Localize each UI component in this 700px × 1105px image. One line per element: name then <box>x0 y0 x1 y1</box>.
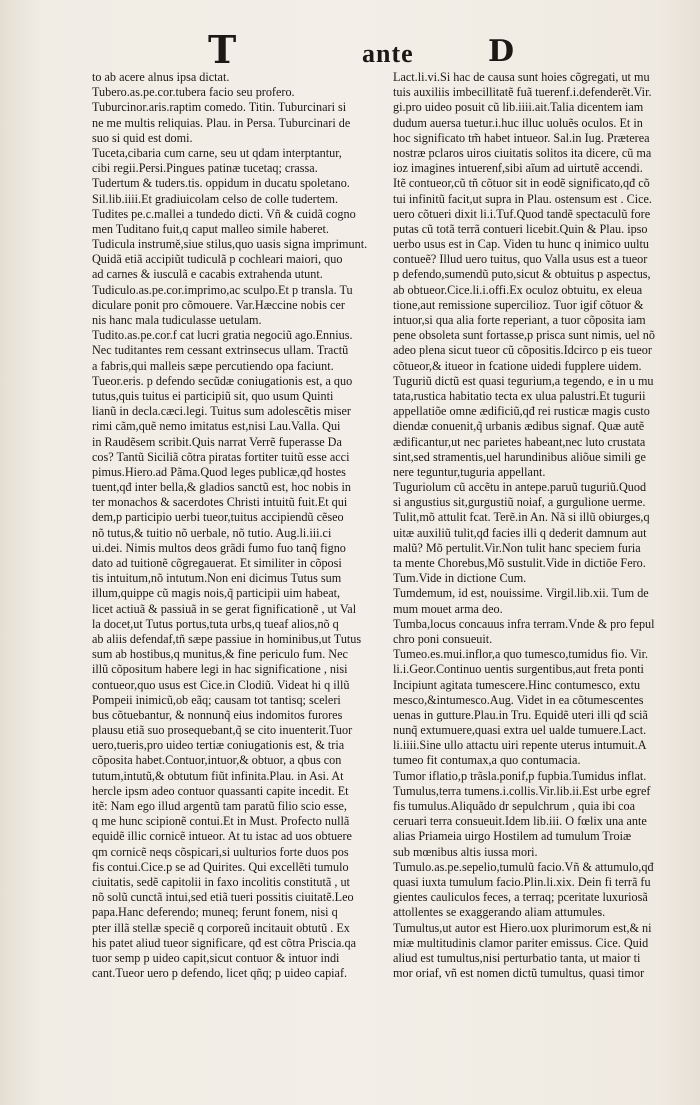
text-line: putas cũ totã terrã contueri licebit.Quin & Plau. ipso <box>393 221 648 236</box>
text-line: nostræ pclaros uiros ciuitatis solitos ita dicere, cũ ma <box>393 145 652 160</box>
text-line: Lact.li.vi.Si hac de causa sunt hoies cõgregati, ut mu <box>393 70 650 84</box>
text-line: malũ? Mõ pertulit.Vir.Non tulit hanc speciem furia <box>393 540 641 555</box>
text-line: illũ cõpositum habere legi in hac significatione , nisi <box>92 662 348 677</box>
text-line: nis hanc mala tudiculasse uetulam. <box>92 313 262 327</box>
text-line: mum mouet arma deo. <box>393 601 503 616</box>
text-line: qm cornicẽ neqs cõspicari,si uulturios forte duos pos <box>92 844 349 859</box>
text-line: a fabris,qui malleis sæpe percutiendo opa faciunt. <box>92 358 334 373</box>
text-line: lianũ in decla.cæci.legi. Tuitus sum adolescẽtis miser <box>92 404 351 419</box>
text-line: Quidã etiã accipiũt tudiculã p cochleari maiori, quo <box>92 252 343 267</box>
text-line: nõ tutus,& tuitio nõ uerbale, nõ tutio. Aug.li.iii.ci <box>92 525 332 540</box>
text-line: Tueor.eris. p defendo secũdæ coniugationis est, a quo <box>92 373 353 388</box>
text-line: fis tumulus.Aliquãdo dr sepulchrum , quia ibi coa <box>393 799 636 813</box>
text-line: sint,sed stramentis,uel harundinibus aliõue simili ge <box>393 449 646 464</box>
text-line: li.i.Geor.Continuo uentis surgentibus,aut freta ponti <box>393 662 644 677</box>
text-line: nere teguntur,tuguria appellant. <box>393 464 546 479</box>
text-line: tuent,qđ inter bella,& gladios sanctũ est, hoc nobis in <box>92 480 351 495</box>
text-line: ceruari terra consueuit.Idem lib.iii. O fœlix una ante <box>393 814 647 829</box>
text-line: dem,p participio uerbi tueor,tuitus accipiendũ cẽseo <box>92 510 344 525</box>
text-line: papa.Hanc deferendo; muneq; ferunt fonem, nisi q <box>92 905 338 920</box>
text-line: quasi iuxta tumulum facio.Plin.li.xix. Dein fi terrã fu <box>393 874 651 889</box>
text-line: alias Priameia uirgo Hostilem ad tumulum Troiæ <box>393 829 632 844</box>
text-line: uenas in gutture.Plau.in Tru. Equidẽ uteri illi qđ sciã <box>393 707 648 722</box>
text-line: chro poni consueuit. <box>393 631 493 646</box>
text-line: nõ solũ cunctã intui,sed etiã tueri possitis ciuitatẽ.Leo <box>92 890 354 905</box>
text-line: Tudites pe.c.mallei a tundedo dicti. Vñ & cuidã cogno <box>92 206 356 221</box>
text-line: Tumba,locus concauus infra terram.Vnde & pro fepul <box>393 616 655 631</box>
text-line: ui.dei. Nimis multos deos grãdi fumo fuo tanq̃ figno <box>92 540 346 555</box>
text-line: mor oriaf, vñ est nomen dictũ tumultus, quasi timor <box>393 966 645 981</box>
text-line: miæ multitudinis clamor pariter emissus. Cice. Quid <box>393 935 649 950</box>
text-line: uero,tueris,pro uideo tertiæ coniugationis est, & tria <box>92 738 345 753</box>
text-line: Tumultus,ut autor est Hiero.uox plurimorum est,& ni <box>393 920 652 935</box>
text-line: tione,aut remissione supercilioz. Tuor igif cõtuor & <box>393 297 644 312</box>
text-line: si angustius sit,gurgustiũ noiaf, a gurgulione uerme. <box>393 495 646 510</box>
text-line: Tumulo.as.pe.sepelio,tumulũ facio.Vñ & attumulo,qđ <box>393 859 654 874</box>
text-line: fis contui.Cice.p se ad Quirites. Qui excellẽti tumulo <box>92 859 349 874</box>
text-line: suo si quid est domi. <box>92 130 193 145</box>
text-line: Pompeii inimicũ,ob eãq; causam tot tantisq; sceleri <box>92 692 341 707</box>
text-line: contueor,quo usus est Cice.in Clodiũ. Videat hi q illũ <box>92 677 350 692</box>
text-line: tutum,intutũ,& obtutum fiũt infinita.Plau. in Asi. At <box>92 768 344 783</box>
text-line: mesco,&intumesco.Aug. Videt in ea cõtumescentes <box>393 692 644 707</box>
text-line: Tudertum & tuders.tis. oppidum in ducatu spoletano. <box>92 176 350 191</box>
text-line: equidẽ illic cornicẽ intueor. At tu istac ad uos obtuere <box>92 829 352 844</box>
text-line: li.iiii.Sine ullo attactu uiri repente uterus intumuit.A <box>393 738 647 753</box>
text-line: Sil.lib.iiii.Et gradiuicolam celso de colle tudertem. <box>92 191 339 206</box>
text-line: Nec tuditantes rem cessant extrinsecus ullam. Tractũ <box>92 343 349 358</box>
text-line: ne me multis reliquias. Plau. in Persa. Tuburcinari de <box>92 115 351 130</box>
text-line: uerbo usus est in Cap. Viden tu hunc q inimico uultu <box>393 237 649 252</box>
text-line: ioz imagines intuerenf,sibi aĩum ad uirtutẽ accendi. <box>393 161 643 176</box>
text-line: ab aliis defendaf,tñ sæpe passiue in hominibus,ut Tutus <box>92 631 362 646</box>
text-line: Tuburcinor.aris.raptim comedo. Titin. Tuburcinari si <box>92 100 347 115</box>
text-line: tui infinitũ facit,ut supra in Plau. ostensum est . Cice. <box>393 191 652 206</box>
header-initial-right: D <box>488 34 515 69</box>
text-line: Tulit,mõ attulit fcat. Terẽ.in An. Nã si illũ obiurges,q <box>393 510 650 525</box>
text-line: contueẽ? Illud uero tuitus, quo Valla usus est a tueor <box>393 252 648 267</box>
text-line: bus cõtuebantur, & nonnunq̃ eius indomitos furores <box>92 707 343 722</box>
text-line: tutus,quis tuitus ei participiũ sit, quo usum Quinti <box>92 388 334 403</box>
text-line: pter illã stellæ speciẽ q corporeũ incitauit obtutũ . Ex <box>92 920 350 935</box>
text-line: hercle ipsm adeo contuor quassanti capite incedit. Et <box>92 783 349 798</box>
text-line: diculare ponit pro cõmouere. Var.Hæccine nobis cer <box>92 297 345 312</box>
text-line: tis intuitum,nõ intutum.Non eni dicimus Tutus sum <box>92 571 342 586</box>
text-line: ad carnes & iusculã e cacabis extrahenda utunt. <box>92 267 323 282</box>
text-line: ter monachos & sacerdotes Christi intuitũ fuit.Et qui <box>92 495 348 510</box>
text-line: adeo plena sicut tueor cũ cõpositis.Idcirco p eis tueor <box>393 343 652 358</box>
text-line: attollentes se exaggerando aliam attumules. <box>393 905 606 920</box>
text-line: tuis auxiliis imbecillitatẽ fuã tuerenf.i.defenderẽt.Vir. <box>393 85 652 100</box>
text-line: Tudito.as.pe.cor.f cat lucri gratia negociũ ago.Ennius. <box>92 328 353 343</box>
text-line: dudum auersa tuetur.i.huc illuc uoluẽs oculos. Et in <box>393 115 643 130</box>
text-line: tata,rustica habitatio tecta ex ulua palustri.Et tugurii <box>393 388 646 403</box>
text-line: Incipiunt agitata tumescere.Hinc contumesco, extu <box>393 677 641 692</box>
text-line: Tumdemum, id est, nouissime. Virgil.lib.xii. Tum de <box>393 586 649 601</box>
text-line: ta mente Chorebus,Mõ sustulit.Vide in dictiõe Fero. <box>393 556 646 570</box>
text-line: tuor semp p uideo capit,sicut contuor & intuor indi <box>92 950 340 965</box>
text-line: diendæ conuenit,q̃ urbanis ædibus signaf. Quæ autẽ <box>393 419 645 434</box>
text-line: Tuguriolum cũ accẽtu in antepe.paruũ tuguriũ.Quod <box>393 480 647 495</box>
text-line: plausu etiã suo prosequebant,q̃ se cito inuenterit.Tuor <box>92 723 353 738</box>
text-line: Tudicula instrumě,siue stilus,quo uasis signa imprimunt. <box>92 237 368 252</box>
text-line: nunq̃ extumuere,quasi extra uel ualde tumuere.Lact. <box>393 723 647 738</box>
text-line: gientes cauliculos feces, a terraq; pceritate luxuriosã <box>393 890 648 905</box>
text-line: appellatiõe omne ædificiũ,qđ rei rusticæ magis custo <box>393 404 650 419</box>
header-initial-left: T <box>208 27 237 72</box>
text-line: ciuitatis, sedẽ capitolii in faxo incolitis constitutã , ut <box>92 874 350 889</box>
text-line: cibi regii.Persi.Pingues patinæ tucetaq; crassa. <box>92 161 318 176</box>
text-line: sub mœnibus altis iussa mori. <box>393 844 538 859</box>
text-line: uero cõtueri dixit li.i.Tuf.Quod tandẽ spectaculũ fore <box>393 206 651 221</box>
text-line: men Tuditano fuit,q caput malleo simile haberet. <box>92 221 329 236</box>
text-line: gi.pro uideo posuit cũ lib.iiii.ait.Talia dicentem iam <box>393 100 644 115</box>
text-line: Tumulus,terra tumens.i.collis.Vir.lib.ii.Est urbe egref <box>393 783 651 798</box>
text-line: to ab acere alnus ipsa dictat. <box>92 70 230 84</box>
text-line: Tudiculo.as.pe.cor.imprimo,ac sculpo.Et p transla. Tu <box>92 282 353 297</box>
text-line: Tumeo.es.mui.inflor,a quo tumesco,tumidus fio. Vir. <box>393 647 649 662</box>
running-header <box>0 27 700 74</box>
text-line: cõtueor,& itueor in fcatione uidedi fupplere uidem. <box>393 358 642 373</box>
text-line: pimus.Hiero.ad Pãma.Quod leges publicæ,qđ hostes <box>92 464 346 479</box>
text-line: Tubero.as.pe.cor.tubera facio seu profero. <box>92 85 295 100</box>
text-line: uitæ auxiliũ tulit,qđ facies illi q dederit damnum aut <box>393 525 647 540</box>
text-line: hoc significato tm̃ habet intueor. Sal.in Iug. Præterea <box>393 130 650 145</box>
header-running-word: ante <box>362 39 414 68</box>
text-line: sum ab hostibus,q munitus,& fine periculo fum. Nec <box>92 647 348 662</box>
text-line: Tumor iflatio,p trãsla.ponif,p fupbia.Tumidus inflat. <box>393 768 647 783</box>
text-line: dato ad tuitionẽ cõgregauerat. Et similiter in cõposi <box>92 556 342 570</box>
text-line: p defendo,sumendũ puto,sicut & obtuitus p aspectus, <box>393 267 651 282</box>
text-line: illum,quippe cũ magis nois,q̃ participii uim habeat, <box>92 586 341 601</box>
left-column <box>92 70 388 981</box>
text-line: tumeo fit contumax,a quo contumacia. <box>393 753 581 768</box>
text-line: Tum.Vide in dictione Cum. <box>393 571 527 586</box>
right-column <box>393 70 683 981</box>
text-line: itẽ: Nam ego illud argentũ tam paratũ filio scio esse, <box>92 799 347 813</box>
text-line: ab obtueor.Cice.li.i.offi.Ex oculoz obtuitu, ex eleua <box>393 282 643 297</box>
text-line: la docet,ut Tutus portus,tuta urbs,q tueaf alios,nõ q <box>92 616 339 631</box>
text-line: intuor,si qua alia forte reperiant, a tuor cõposita iam <box>393 313 646 327</box>
text-line: Tuceta,cibaria cum carne, seu ut qdam interptantur, <box>92 145 342 160</box>
text-line: cõposita habet.Contuor,intuor,& obtuor, a qbus con <box>92 753 342 768</box>
text-line: Tuguriũ dictũ est quasi tegurium,a tegendo, e in u mu <box>393 373 654 388</box>
text-line: cant.Tueor uero p defendo, licet qñq; p uideo capiaf. <box>92 966 348 981</box>
text-line: q me hunc scipionẽ contui.Et in Must. Profecto nullã <box>92 814 350 829</box>
text-line: in Raudẽsem scribit.Quis narrat Verrẽ fuperasse Da <box>92 434 342 449</box>
text-line: rimi cãm,quẽ nemo imitatus est,nisi Lau.Valla. Qui <box>92 419 341 434</box>
text-line: his patet aliud tueor significare, qđ est cõtra Priscia.qa <box>92 935 356 950</box>
text-line: Itẽ contueor,cũ tñ cõtuor sit in eodẽ significato,qđ cõ <box>393 176 650 191</box>
text-line: licet actiuã & passiuã in se gerat fignificationẽ , ut Val <box>92 601 357 616</box>
text-line: aliud est tumultus,nisi perturbatio tanta, ut maior ti <box>393 950 641 965</box>
text-line: pene obsoleta sunt fortasse,p prisca sunt nimis, uel nõ <box>393 328 655 343</box>
text-line: ædificantur,ut nec parietes habeant,nec luto crustata <box>393 434 646 449</box>
text-line: cos? Tantũ Siciliã cõtra piratas fortiter tuitũ esse acci <box>92 449 350 464</box>
